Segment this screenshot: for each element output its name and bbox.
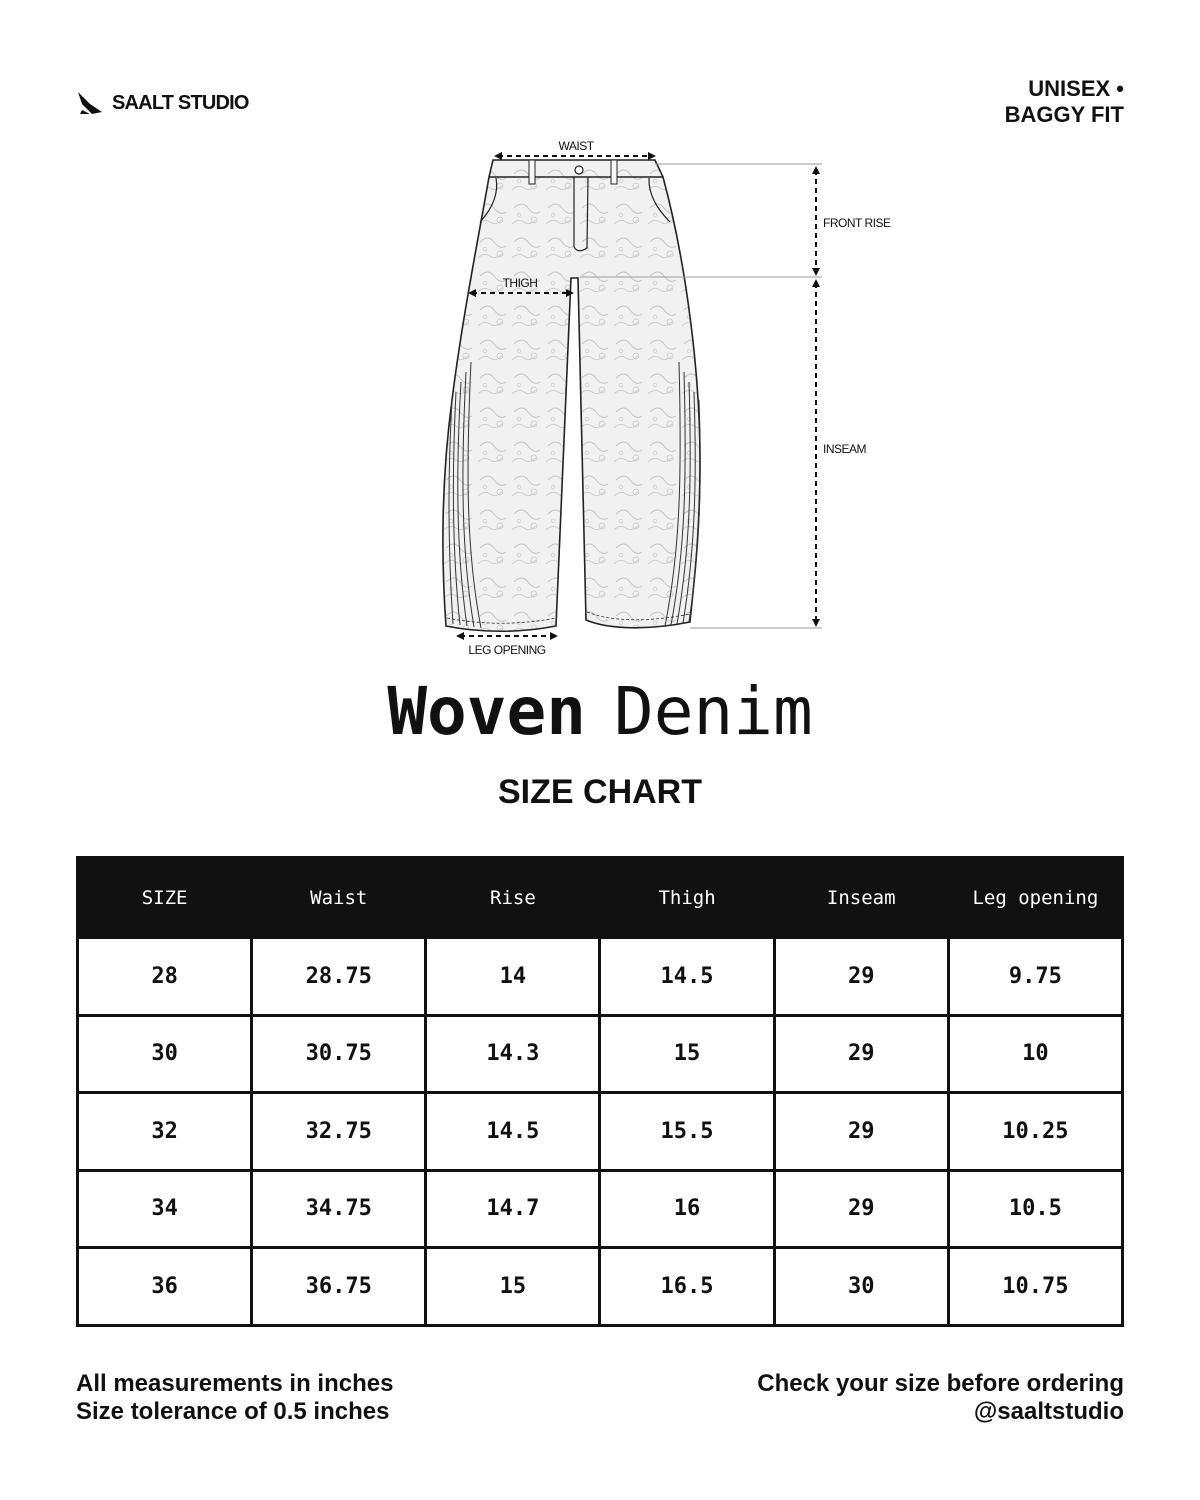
table-row	[78, 1170, 1123, 1248]
brand-logo	[76, 90, 249, 116]
product-title-bold: Woven	[387, 673, 586, 750]
header-size: SIZE	[78, 858, 252, 938]
header-thigh: Thigh	[600, 858, 774, 938]
pants-measurement-diagram	[0, 130, 1200, 670]
size-chart-heading: SIZE CHART	[498, 773, 702, 811]
measurement-unit-note: All measurements in inches	[76, 1370, 394, 1397]
header-waist: Waist	[252, 858, 426, 938]
header-leg-opening: Leg opening	[948, 858, 1122, 938]
table-cell: 10	[948, 1015, 1122, 1093]
table-cell: 32.75	[252, 1093, 426, 1171]
table-cell: 14.3	[426, 1015, 600, 1093]
table-cell: 16	[600, 1170, 774, 1248]
table-cell: 34.75	[252, 1170, 426, 1248]
table-cell: 36.75	[252, 1248, 426, 1326]
table-cell: 29	[774, 1170, 948, 1248]
measurement-notes	[76, 1370, 393, 1426]
table-cell: 36	[78, 1248, 252, 1326]
fit-tag	[1005, 76, 1124, 128]
table-cell: 14.5	[600, 938, 774, 1016]
size-chart-table	[76, 856, 1124, 1327]
size-tolerance-note: Size tolerance of 0.5 inches	[76, 1398, 390, 1425]
waist-measure	[498, 139, 652, 156]
social-handle: @saaltstudio	[973, 1398, 1124, 1425]
table-row	[78, 1015, 1123, 1093]
header-rise: Rise	[426, 858, 600, 938]
table-cell: 10.75	[948, 1248, 1122, 1326]
table-cell: 28.75	[252, 938, 426, 1016]
table-cell: 29	[774, 1093, 948, 1171]
ordering-notes	[757, 1370, 1124, 1426]
front-rise-label: FRONT RISE	[823, 216, 891, 230]
product-title-light: Denim	[614, 673, 813, 750]
table-cell: 28	[78, 938, 252, 1016]
table-row	[78, 938, 1123, 1016]
table-cell: 9.75	[948, 938, 1122, 1016]
check-size-note: Check your size before ordering	[757, 1370, 1124, 1397]
table-row	[78, 1093, 1123, 1171]
table-cell: 29	[774, 938, 948, 1016]
table-cell: 14.7	[426, 1170, 600, 1248]
table-cell: 14	[426, 938, 600, 1016]
brand-name: SAALT STUDIO	[112, 91, 249, 114]
inseam-label: INSEAM	[823, 442, 867, 456]
table-cell: 15	[426, 1248, 600, 1326]
table-cell: 10.25	[948, 1093, 1122, 1171]
leg-opening-measure	[460, 636, 554, 657]
table-header-row	[78, 858, 1123, 938]
product-title	[0, 672, 1200, 752]
table-cell: 34	[78, 1170, 252, 1248]
bird-wing-logo-icon	[76, 90, 104, 116]
table-cell: 32	[78, 1093, 252, 1171]
fit-tag-line-2: BAGGY FIT	[1004, 102, 1124, 127]
inseam-measure	[816, 283, 867, 623]
header-inseam: Inseam	[774, 858, 948, 938]
table-cell: 30	[774, 1248, 948, 1326]
waist-label: WAIST	[558, 139, 594, 153]
table-cell: 10.5	[948, 1170, 1122, 1248]
table-cell: 15	[600, 1015, 774, 1093]
leg-opening-label: LEG OPENING	[468, 643, 546, 657]
pants-illustration	[443, 160, 700, 631]
table-cell: 14.5	[426, 1093, 600, 1171]
table-cell: 30	[78, 1015, 252, 1093]
fit-tag-line-1: UNISEX •	[1028, 76, 1124, 101]
thigh-label: THIGH	[502, 276, 538, 290]
table-cell: 15.5	[600, 1093, 774, 1171]
table-cell: 30.75	[252, 1015, 426, 1093]
table-cell: 29	[774, 1015, 948, 1093]
table-cell: 16.5	[600, 1248, 774, 1326]
front-rise-measure	[816, 170, 891, 272]
table-row	[78, 1248, 1123, 1326]
